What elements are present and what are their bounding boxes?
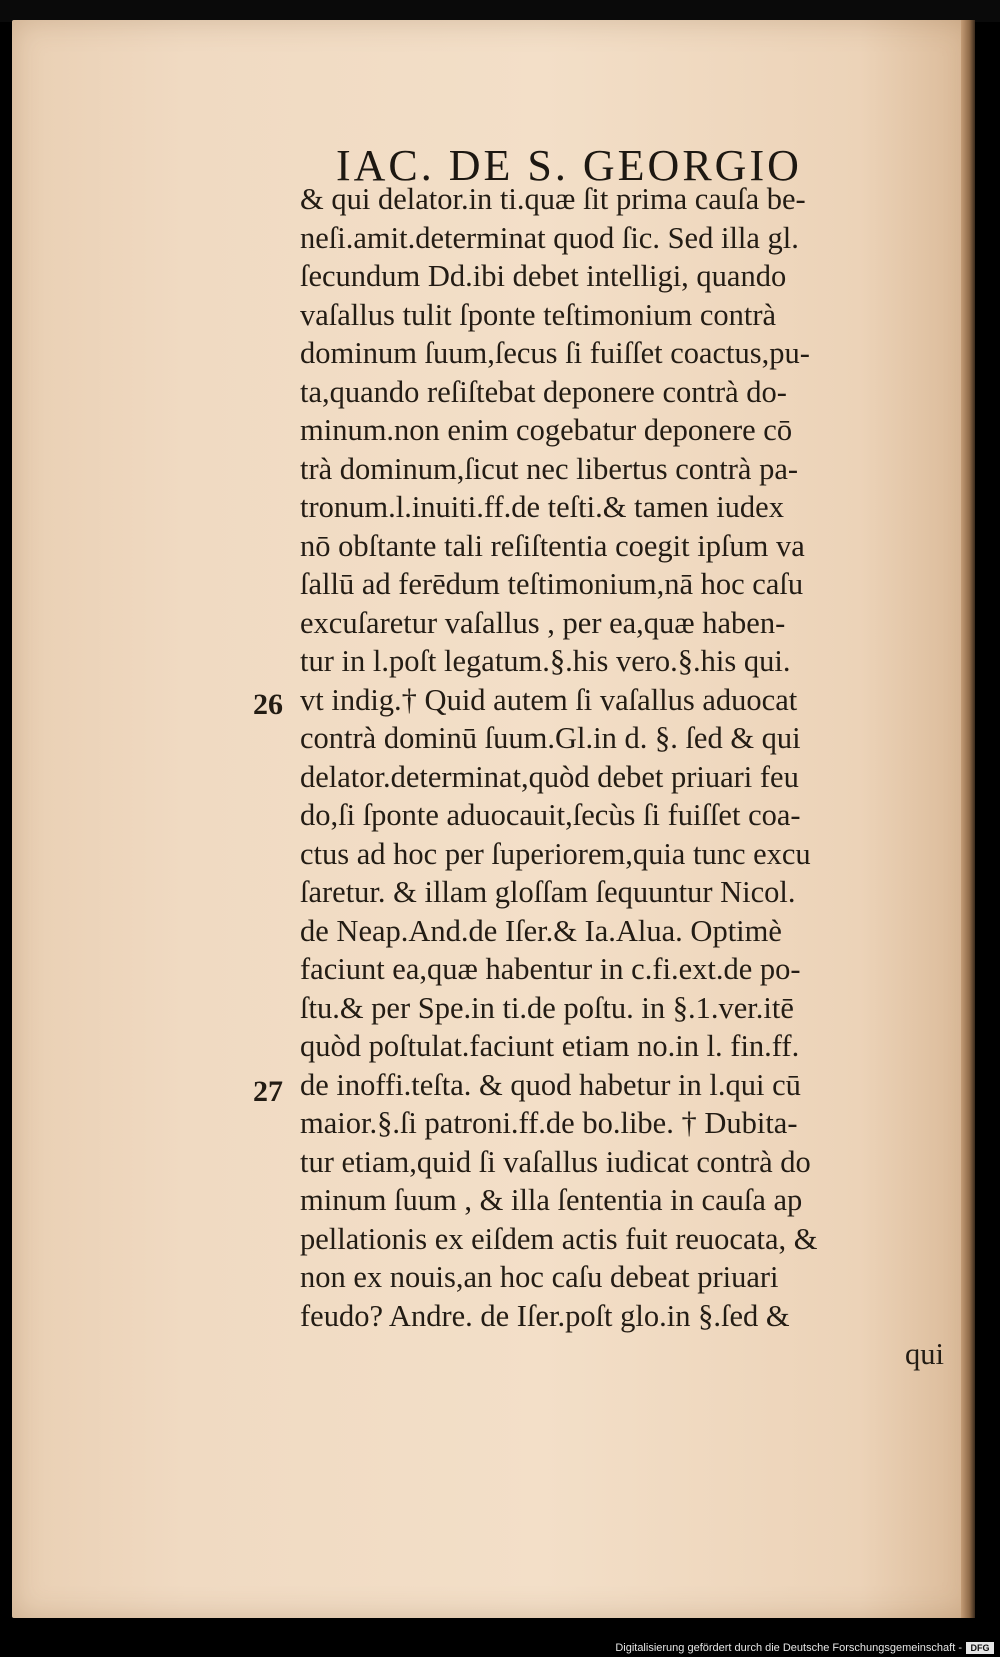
text-line: non ex nouis,an hoc caſu debeat priuari	[300, 1260, 779, 1294]
text-line: nō obſtante tali reſiſtentia coegit ipſum va	[300, 528, 805, 563]
text-line: maior.§.ſi patroni.ff.de bo.libe. † Dubita-	[300, 1106, 798, 1140]
text-line: neſi.amit.determinat quod ſic. Sed illa gl.	[300, 220, 799, 255]
margin-number: 27	[253, 1075, 283, 1108]
text-line: tronum.l.inuiti.ff.de teſti.& tamen iudex	[300, 490, 784, 524]
text-line: tur in l.poſt legatum.§.his vero.§.his qui.	[300, 644, 791, 678]
text-line: pellationis ex eiſdem actis fuit reuocata, &	[300, 1221, 818, 1256]
text-line: contrà dominū ſuum.Gl.in d. §. ſed & qui	[300, 721, 801, 755]
page-edge	[961, 20, 975, 1618]
text-line: quòd poſtulat.faciunt etiam no.in l. fin.ff.	[300, 1029, 800, 1063]
text-line: & qui delator.in ti.quæ ſit prima cauſa be-	[300, 182, 806, 216]
catchword: qui	[905, 1337, 944, 1371]
text-line: feudo? Andre. de Iſer.poſt glo.in §.ſed &	[300, 1298, 790, 1333]
text-line: de Neap.And.de Iſer.& Ia.Alua. Optimè	[300, 913, 782, 948]
footer-band	[0, 1618, 1000, 1657]
running-header: IAC. DE S. GEORGIO	[336, 141, 802, 190]
text-line: dominum ſuum,ſecus ſi fuiſſet coactus,pu-	[300, 336, 810, 370]
text-line: de inoffi.teſta. & quod habetur in l.qui cū	[300, 1067, 801, 1102]
text-line: vaſallus tulit ſponte teſtimonium contrà	[300, 297, 777, 332]
text-line: minum ſuum , & illa ſententia in cauſa ap	[300, 1183, 803, 1217]
text-line: ſallū ad ferēdum teſtimonium,nā hoc caſu	[300, 567, 804, 601]
text-line: do,ſi ſponte aduocauit,ſecùs ſi fuiſſet coa-	[300, 798, 801, 832]
text-line: tur etiam,quid ſi vaſallus iudicat contrà do	[300, 1144, 811, 1179]
text-line: ta,quando reſiſtebat deponere contrà do-	[300, 374, 787, 409]
text-line: ctus ad hoc per ſuperiorem,quia tunc excu	[300, 836, 811, 871]
body-text	[300, 180, 950, 1374]
dfg-logo: DFG	[966, 1642, 994, 1654]
text-line: vt indig.† Quid autem ſi vaſallus aduocat	[300, 682, 798, 717]
text-line: minum.non enim cogebatur deponere cō	[300, 413, 793, 447]
text-line: trà dominum,ſicut nec libertus contrà pa-	[300, 451, 799, 486]
margin-number: 26	[253, 688, 283, 721]
digitization-credit: Digitalisierung gefördert durch die Deutsche Forschungsgemeinschaft -	[615, 1642, 962, 1654]
text-line: ſtu.& per Spe.in ti.de poſtu. in §.1.ver.itē	[300, 990, 794, 1025]
text-line: faciunt ea,quæ habentur in c.fi.ext.de po-	[300, 952, 801, 986]
scan-top-border	[0, 0, 1000, 22]
text-line: ſaretur. & illam gloſſam ſequuntur Nicol.	[300, 875, 796, 909]
text-line: ſecundum Dd.ibi debet intelligi, quando	[300, 259, 787, 293]
text-line: delator.determinat,quòd debet priuari feu	[300, 759, 799, 794]
text-line: excuſaretur vaſallus , per ea,quæ haben-	[300, 605, 786, 640]
